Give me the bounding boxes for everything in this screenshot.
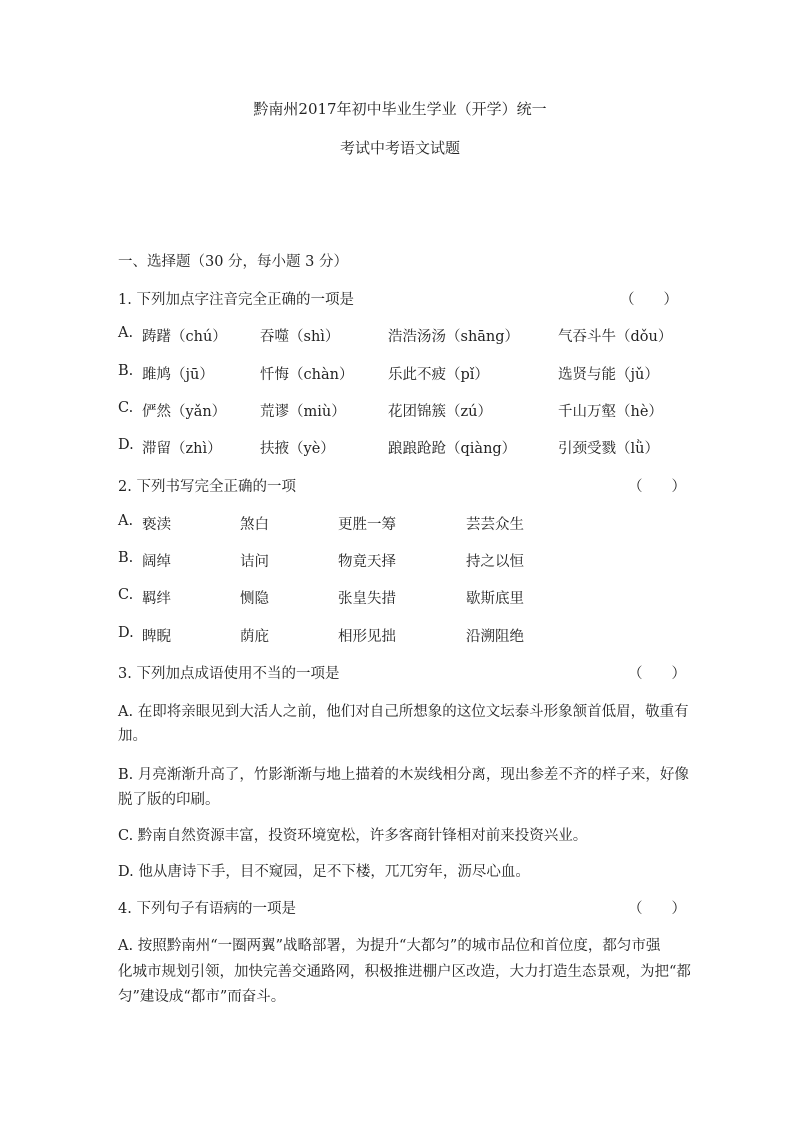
question-4-answer-bracket: （ ） bbox=[628, 901, 686, 917]
option-item: 踌躇（chú） bbox=[142, 329, 227, 345]
q3-option-a-line2: 加。 bbox=[118, 728, 147, 744]
option-letter: A. bbox=[118, 325, 134, 341]
option-item: 荫庇 bbox=[240, 629, 269, 645]
option-item: 荒谬（miù） bbox=[260, 404, 346, 420]
q3-option-b-line1: B. 月亮渐渐升高了，竹影渐渐与地上描着的木炭线相分离，现出参差不齐的样子来，好像 bbox=[118, 767, 689, 783]
option-item: 芸芸众生 bbox=[466, 517, 524, 533]
q3-option-c: C. 黔南自然资源丰富，投资环境宽松，许多客商针锋相对前来投资兴业。 bbox=[118, 828, 588, 844]
option-item: 张皇失措 bbox=[338, 591, 396, 607]
option-letter: B. bbox=[118, 363, 134, 379]
option-item: 物竟天择 bbox=[338, 554, 396, 570]
q1-option-c bbox=[118, 400, 718, 422]
option-item: 睥睨 bbox=[142, 629, 171, 645]
q4-option-a-line1: A. 按照黔南州“一圈两翼”战略部署，为提升“大都匀”的城市品位和首位度，都匀市强 bbox=[118, 938, 661, 954]
option-item: 踉踉跄跄（qiàng） bbox=[388, 441, 517, 457]
option-item: 吞噬（shì） bbox=[260, 329, 340, 345]
question-3-answer-bracket: （ ） bbox=[628, 666, 686, 682]
q4-option-a-line3: 匀”建设成“都市”而奋斗。 bbox=[118, 989, 286, 1005]
option-item: 歇斯底里 bbox=[466, 591, 524, 607]
question-2-stem: 2. 下列书写完全正确的一项 bbox=[118, 479, 296, 495]
option-item: 千山万壑（hè） bbox=[558, 404, 663, 420]
question-1-stem: 1. 下列加点字注音完全正确的一项是 bbox=[118, 292, 354, 308]
q2-option-c bbox=[118, 587, 718, 609]
q3-option-a-line1: A. 在即将亲眼见到大活人之前，他们对自己所想象的这位文坛泰斗形象颔首低眉，敬重有 bbox=[118, 704, 689, 720]
q4-option-a-line2: 化城市规划引领，加快完善交通路网，积极推进棚户区改造，大力打造生态景观，为把“都 bbox=[118, 964, 691, 980]
section-heading: 一、选择题（30 分，每小题 3 分） bbox=[118, 254, 349, 270]
option-item: 气吞斗牛（dǒu） bbox=[558, 329, 673, 345]
option-item: 乐此不疲（pǐ） bbox=[388, 367, 489, 383]
question-4-stem: 4. 下列句子有语病的一项是 bbox=[118, 901, 296, 917]
q2-option-a bbox=[118, 513, 718, 535]
exam-title-line1: 黔南州2017年初中毕业生学业（开学）统一 bbox=[253, 100, 547, 118]
option-letter: D. bbox=[118, 437, 134, 453]
q3-option-d: D. 他从唐诗下手，目不窥园，足不下楼，兀兀穷年，沥尽心血。 bbox=[118, 864, 530, 880]
option-item: 雎鸠（jū） bbox=[142, 367, 214, 383]
option-letter: C. bbox=[118, 587, 134, 603]
option-item: 沿溯阻绝 bbox=[466, 629, 524, 645]
q2-option-d bbox=[118, 625, 718, 647]
option-item: 亵渎 bbox=[142, 517, 171, 533]
option-item: 俨然（yǎn） bbox=[142, 404, 227, 420]
q2-option-b bbox=[118, 550, 718, 572]
question-3-stem: 3. 下列加点成语使用不当的一项是 bbox=[118, 666, 340, 682]
option-item: 引颈受戮（lǜ） bbox=[558, 441, 659, 457]
option-item: 花团锦簇（zú） bbox=[388, 404, 492, 420]
option-item: 羁绊 bbox=[142, 591, 171, 607]
q1-option-d bbox=[118, 437, 718, 459]
option-item: 选贤与能（jǔ） bbox=[558, 367, 659, 383]
q1-option-b bbox=[118, 363, 718, 385]
exam-title-line2: 考试中考语文试题 bbox=[339, 139, 460, 157]
option-item: 扶掖（yè） bbox=[260, 441, 335, 457]
option-letter: A. bbox=[118, 513, 134, 529]
option-letter: C. bbox=[118, 400, 134, 416]
option-item: 滞留（zhì） bbox=[142, 441, 222, 457]
option-item: 煞白 bbox=[240, 517, 269, 533]
option-item: 诘问 bbox=[240, 554, 269, 570]
q1-option-a bbox=[118, 325, 718, 347]
option-item: 忏悔（chàn） bbox=[260, 367, 354, 383]
q3-option-b-line2: 脱了版的印刷。 bbox=[118, 792, 220, 808]
option-item: 阔绰 bbox=[142, 554, 171, 570]
option-item: 持之以恒 bbox=[466, 554, 524, 570]
option-letter: D. bbox=[118, 625, 134, 641]
option-item: 相形见拙 bbox=[338, 629, 396, 645]
question-2-answer-bracket: （ ） bbox=[628, 479, 686, 495]
question-1-answer-bracket: （ ） bbox=[620, 292, 678, 308]
option-item: 更胜一筹 bbox=[338, 517, 396, 533]
option-item: 浩浩汤汤（shāng） bbox=[388, 329, 520, 345]
option-letter: B. bbox=[118, 550, 134, 566]
option-item: 恻隐 bbox=[240, 591, 269, 607]
